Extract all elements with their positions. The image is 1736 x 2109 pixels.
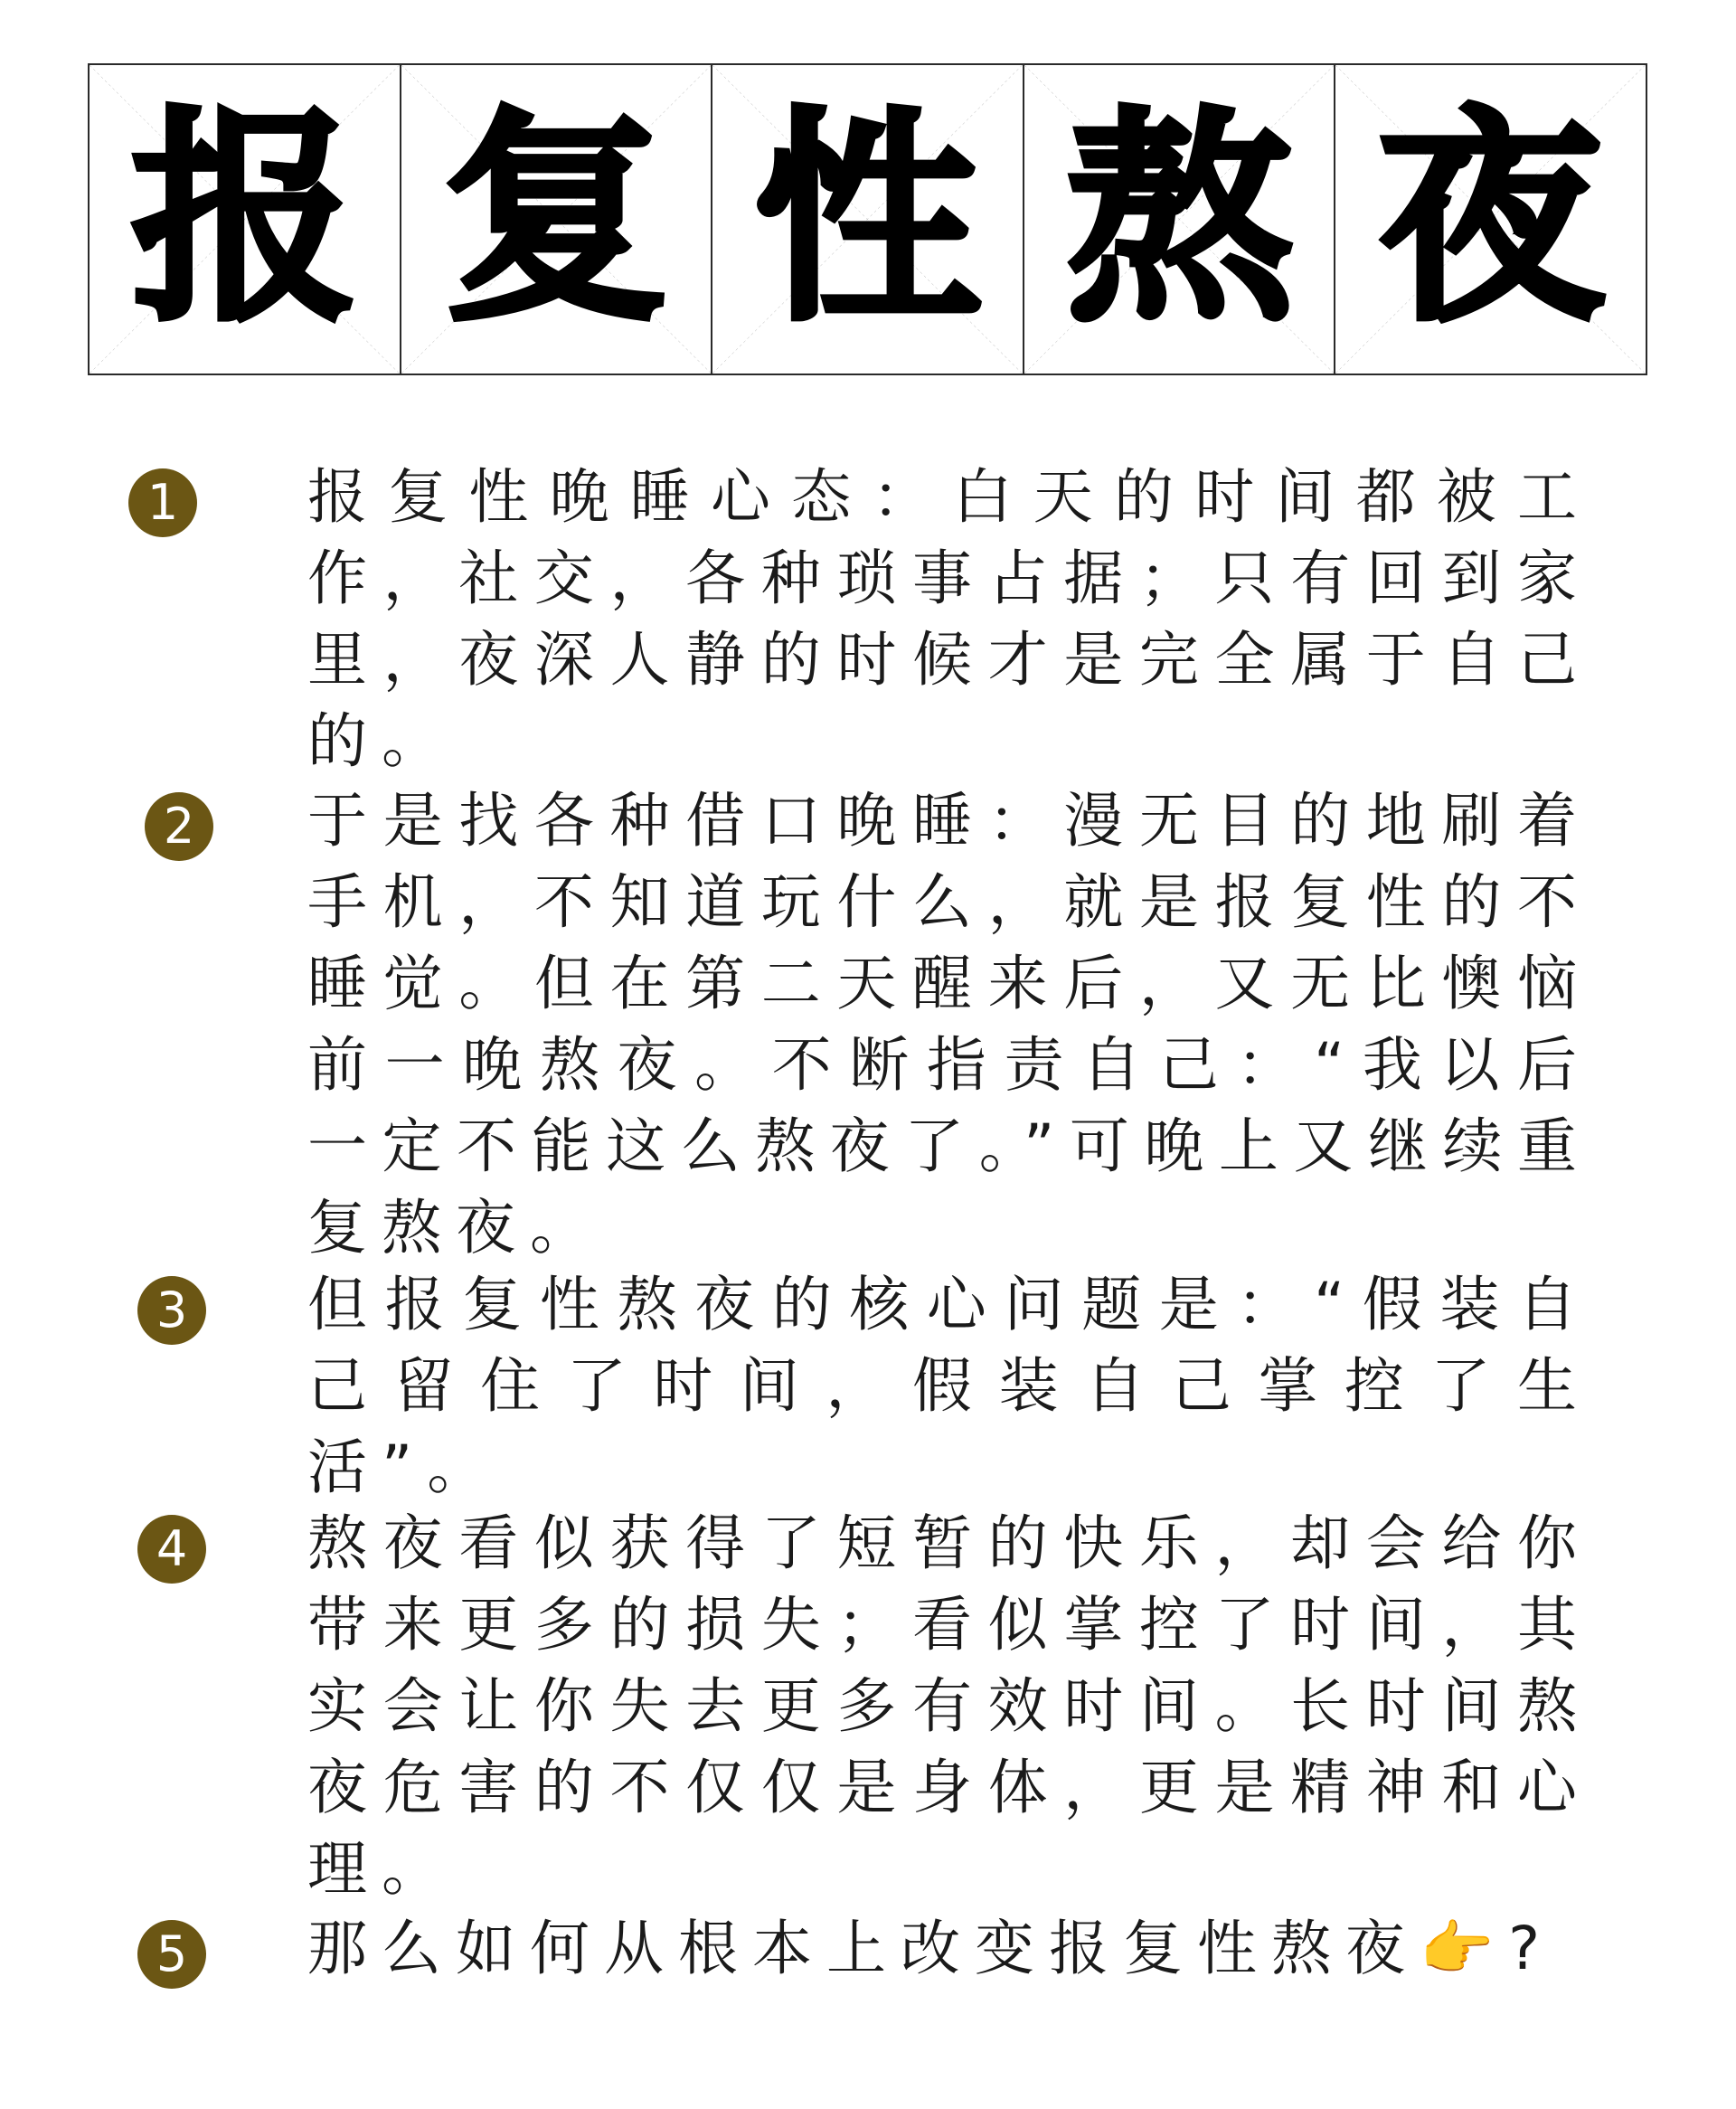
number-badge: 2 — [145, 792, 213, 861]
number-badge: 4 — [137, 1515, 206, 1584]
title-cell-1 — [90, 65, 401, 374]
title-char-2: 复 — [442, 87, 669, 351]
title-char-5: 夜 — [1377, 87, 1604, 351]
title-char-1: 报 — [131, 87, 358, 351]
title-char-3: 性 — [754, 87, 981, 351]
title-grid — [88, 63, 1647, 375]
number-badge: 5 — [137, 1920, 206, 1989]
item-text: 但报复性熬夜的核心问题是：“假装自己留住了时间，假装自己掌控了生活”。 — [307, 1270, 1591, 1502]
title-cell-4 — [1024, 65, 1336, 374]
item-text: 那么如何从根本上改变报复性熬夜👉? — [307, 1914, 1555, 1983]
item-text: 报复性晚睡心态：白天的时间都被工作，社交，各种琐事占据；只有回到家里，夜深人静的时候才是完全属于自己的。 — [307, 462, 1591, 776]
number-badge: 1 — [128, 468, 197, 537]
title-cell-2 — [401, 65, 713, 374]
title-cell-5 — [1335, 65, 1646, 374]
number-badge: 3 — [137, 1276, 206, 1345]
title-cell-3 — [712, 65, 1024, 374]
title-char-4: 熬 — [1066, 87, 1293, 351]
item-text: 于是找各种借口晚睡：漫无目的地刷着手机，不知道玩什么，就是报复性的不睡觉。但在第二天醒来后，又无比懊恼前一晚熬夜。不断指责自己：“我以后一定不能这么熬夜了。”可晚上又继续重复熬夜。 — [307, 786, 1591, 1263]
item-text: 熬夜看似获得了短暂的快乐，却会给你带来更多的损失；看似掌控了时间，其实会让你失去更多有效时间。长时间熬夜危害的不仅仅是身体，更是精神和心理。 — [307, 1508, 1591, 1904]
